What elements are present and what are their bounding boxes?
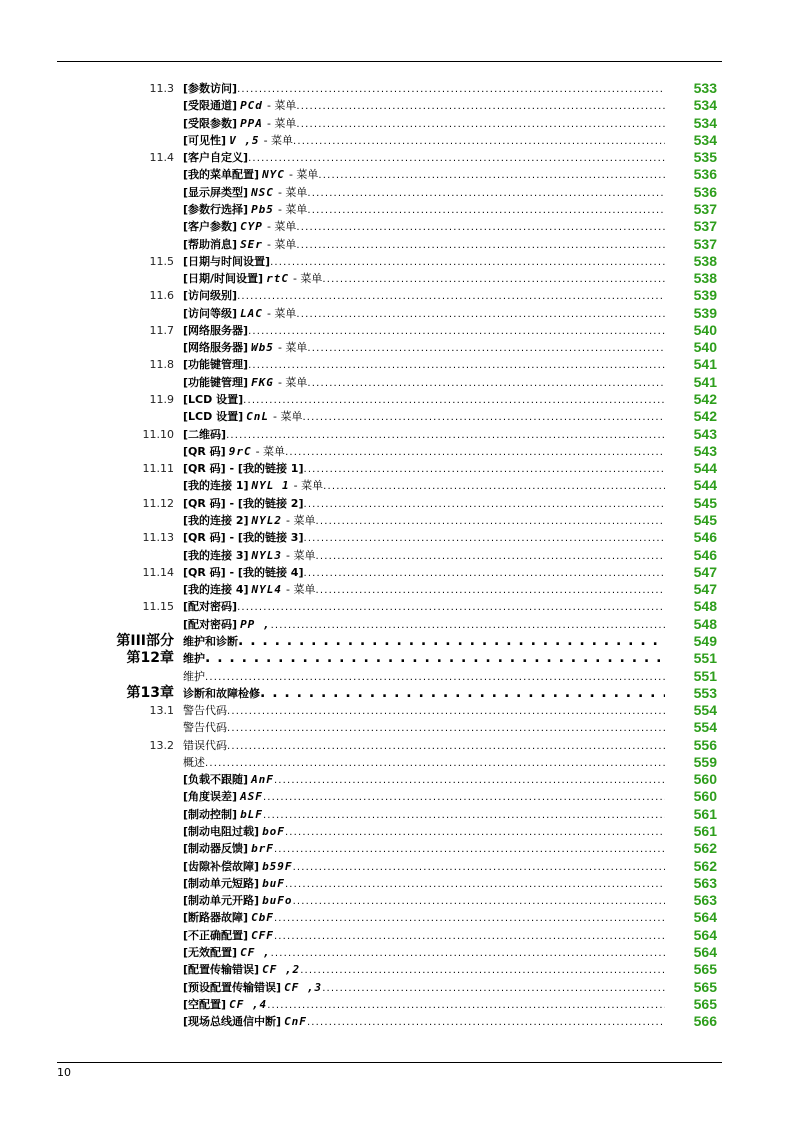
toc-entry-suffix: - 菜单 [266, 99, 297, 113]
toc-entry[interactable] [183, 270, 665, 287]
toc-row[interactable] [0, 840, 793, 857]
toc-page-link[interactable]: 563 [693, 874, 717, 891]
toc-page-link[interactable]: 539 [693, 287, 717, 304]
toc-entry-title: [我的连接 1] [183, 479, 249, 493]
toc-row[interactable] [0, 668, 793, 685]
toc-entry-code: PCd [240, 99, 263, 113]
toc-page-link[interactable]: 562 [693, 857, 717, 874]
toc-page-link[interactable]: 539 [693, 304, 717, 321]
toc-page-link[interactable]: 553 [693, 684, 717, 701]
toc-row[interactable] [0, 875, 793, 892]
toc-entry-title: [QR 码] - [我的链接 4] [183, 565, 304, 579]
toc-entry-code: LAC [240, 306, 263, 320]
toc-entry[interactable] [183, 771, 665, 788]
toc-entry-title: [二维码] [183, 427, 227, 441]
toc-row[interactable] [0, 996, 793, 1013]
toc-row[interactable] [0, 443, 793, 460]
toc-entry-title: [功能键管理] [183, 358, 249, 372]
toc-page-link[interactable]: 551 [693, 667, 717, 684]
toc-row[interactable] [0, 374, 793, 391]
toc-page-link[interactable]: 554 [693, 719, 717, 736]
toc-section-number: 第12章 [126, 650, 174, 667]
toc-section-number: 11.5 [149, 254, 174, 268]
toc-page-link[interactable]: 548 [693, 598, 717, 615]
toc-entry-title: 维护 [183, 652, 205, 666]
toc-section-number: 11.11 [142, 462, 174, 476]
toc-entry-code: AnF [251, 773, 274, 787]
toc-page-link[interactable]: 561 [693, 823, 717, 840]
toc-page-link[interactable]: 545 [693, 494, 717, 511]
toc-row[interactable] [0, 737, 793, 754]
toc-page-link[interactable]: 562 [693, 840, 717, 857]
toc-entry-title: [可见性] [183, 133, 227, 147]
toc-page-link[interactable]: 564 [693, 944, 717, 960]
toc-entry[interactable] [183, 115, 665, 132]
toc-page-link[interactable]: 538 [693, 270, 717, 287]
toc-entry-title: [帮助消息] [183, 237, 238, 251]
toc-entry-code: NYL3 [251, 548, 283, 562]
toc-row[interactable] [0, 115, 793, 132]
toc-entry[interactable] [183, 737, 665, 754]
toc-entry-title: [空配置] [183, 997, 227, 1011]
toc-entry[interactable] [183, 477, 665, 494]
toc-row[interactable] [0, 529, 793, 546]
toc-entry-code: NYC [262, 168, 285, 182]
toc-entry-suffix: - 菜单 [277, 341, 308, 355]
toc-page-link[interactable]: 541 [693, 373, 717, 390]
toc-page-link[interactable]: 534 [693, 114, 717, 131]
toc-entry-code: PP , [240, 617, 271, 631]
toc-page-link[interactable]: 565 [693, 961, 717, 978]
toc-entry[interactable] [183, 391, 665, 408]
toc-entry[interactable] [183, 996, 665, 1013]
toc-row[interactable] [0, 270, 793, 287]
toc-section-number: 11.8 [149, 358, 174, 372]
toc-entry-suffix: - 菜单 [255, 444, 286, 458]
toc-entry-title: [预设配置传输错误] [183, 980, 282, 994]
toc-entry-code: CbF [251, 911, 274, 925]
toc-entry-code: NYL 1 [251, 479, 290, 493]
toc-page-link[interactable]: 546 [693, 529, 717, 546]
toc-page-link[interactable]: 541 [693, 356, 717, 373]
toc-page-link[interactable]: 546 [693, 546, 717, 563]
toc-row[interactable] [0, 426, 793, 443]
toc-entry-code: boF [262, 825, 285, 839]
toc-row[interactable] [0, 166, 793, 183]
toc-page-link[interactable]: 547 [693, 563, 717, 580]
toc-page-link[interactable]: 540 [693, 339, 717, 356]
toc-entry-suffix: - 菜单 [288, 168, 319, 182]
toc-entry-code: bLF [240, 807, 263, 821]
toc-entry-title: [配置传输错误] [183, 963, 260, 977]
toc-entry-code: CnL [246, 410, 269, 424]
toc-entry[interactable] [183, 305, 665, 322]
toc-entry-suffix: - 菜单 [286, 583, 316, 597]
toc-entry-suffix: - 菜单 [292, 272, 323, 286]
toc-entry-title: [断路器故障] [183, 911, 249, 925]
toc-chapter-row[interactable] [0, 650, 793, 667]
toc-page-link[interactable]: 547 [693, 581, 717, 598]
toc-section-number: 第III部分 [116, 632, 174, 649]
toc-entry[interactable] [183, 909, 665, 926]
toc-entry-title: [我的连接 3] [183, 548, 249, 562]
toc-entry-suffix: - 菜单 [266, 220, 297, 234]
toc-page-link[interactable]: 543 [693, 442, 717, 459]
toc-entry-code: CF ,4 [229, 997, 268, 1011]
toc-page-link[interactable]: 544 [693, 477, 717, 494]
toc-row[interactable] [0, 512, 793, 529]
toc-entry-title: 概述 [183, 755, 205, 769]
toc-entry[interactable] [183, 944, 665, 961]
toc-entry[interactable] [183, 132, 665, 149]
toc-entry[interactable] [183, 1013, 665, 1030]
toc-entry[interactable] [183, 564, 665, 581]
toc-section-number: 13.2 [149, 738, 174, 752]
toc-entry-title: [受限通道] [183, 99, 238, 113]
toc-entry-title: [我的连接 4] [183, 583, 249, 597]
toc-entry-title: [日期/时间设置] [183, 272, 264, 286]
toc-entry-suffix: - 菜单 [286, 514, 316, 527]
toc-section-number: 11.9 [149, 393, 174, 407]
toc-page-link[interactable]: 536 [693, 183, 717, 200]
toc-entry[interactable] [183, 287, 665, 304]
toc-page-link[interactable]: 566 [693, 1013, 717, 1030]
toc-row[interactable] [0, 771, 793, 788]
toc-row[interactable] [0, 754, 793, 771]
toc-entry-title: [网络服务器] [183, 341, 249, 355]
toc-entry-title: [我的连接 2] [183, 514, 249, 527]
toc-entry-code: NYL4 [251, 583, 283, 597]
toc-row[interactable] [0, 806, 793, 823]
toc-entry-title: 警告代码 [183, 721, 227, 735]
toc-row[interactable] [0, 236, 793, 253]
toc-page-link[interactable]: 542 [693, 391, 717, 408]
toc-entry[interactable] [183, 702, 665, 719]
toc-page-link[interactable]: 565 [693, 978, 717, 995]
toc-row[interactable] [0, 547, 793, 564]
toc-entry-title: [QR 码] - [我的链接 2] [183, 496, 304, 510]
toc-page-link[interactable]: 542 [693, 408, 717, 425]
toc-row[interactable] [0, 149, 793, 166]
toc-section-number: 11.4 [149, 151, 174, 165]
toc-page-link[interactable]: 544 [693, 460, 717, 477]
toc-page-link[interactable]: 533 [693, 80, 717, 96]
toc-page-link[interactable]: 535 [693, 149, 717, 166]
toc-entry-title: [参数访问] [183, 82, 238, 95]
toc-entry[interactable] [183, 633, 665, 650]
toc-entry[interactable] [183, 201, 665, 218]
toc-entry[interactable] [183, 149, 665, 166]
toc-page-link[interactable]: 538 [693, 252, 717, 269]
toc-entry-code: b59F [262, 859, 293, 873]
toc-row[interactable] [0, 598, 793, 615]
toc-entry[interactable] [183, 719, 665, 736]
toc-entry-title: [齿隙补偿故障] [183, 859, 260, 873]
toc-row[interactable] [0, 356, 793, 373]
toc-entry[interactable] [183, 374, 665, 391]
toc-page-link[interactable]: 548 [693, 615, 717, 632]
toc-row[interactable] [0, 97, 793, 114]
toc-entry[interactable] [183, 840, 665, 857]
toc-entry-title: [LCD 设置] [183, 410, 244, 424]
toc-page-link[interactable]: 534 [693, 131, 717, 148]
toc-entry[interactable] [183, 806, 665, 823]
toc-entry-suffix: - 菜单 [277, 202, 308, 216]
toc-entry-title: 维护和诊断 [183, 634, 238, 648]
toc-row[interactable] [0, 581, 793, 598]
toc-entry-code: FKG [251, 375, 274, 389]
toc-entry[interactable] [183, 616, 665, 633]
toc-entry[interactable] [183, 322, 665, 339]
toc-entry-code: V ,5 [229, 133, 260, 147]
toc-entry-code: ASF [240, 790, 263, 804]
toc-entry-title: [制动器反馈] [183, 842, 249, 856]
toc-entry[interactable] [183, 598, 665, 615]
toc-entry-suffix: - 菜单 [266, 306, 297, 320]
toc-row[interactable] [0, 1013, 793, 1030]
toc-entry[interactable] [183, 858, 665, 875]
toc-entry-title: 错误代码 [183, 738, 227, 752]
toc-entry-suffix: - 菜单 [286, 548, 316, 562]
toc-entry-title: [QR 码] - [我的链接 1] [183, 462, 304, 476]
toc-chapter-row[interactable] [0, 633, 793, 650]
toc-row[interactable] [0, 408, 793, 425]
toc-row[interactable] [0, 391, 793, 408]
toc-entry-code: buF [262, 876, 285, 890]
toc-entry-title: [显示屏类型] [183, 185, 249, 199]
toc-page-link[interactable]: 537 [693, 235, 717, 252]
footer-page-number: 10 [57, 1066, 71, 1079]
toc-page-link[interactable]: 545 [693, 512, 717, 528]
toc-entry[interactable] [183, 961, 665, 978]
toc-entry-title: [制动单元短路] [183, 876, 260, 890]
toc-entry[interactable] [183, 426, 665, 443]
toc-entry[interactable] [183, 547, 665, 564]
toc-entry-code: NYL2 [251, 514, 283, 527]
toc-page-link[interactable]: 559 [693, 753, 717, 770]
toc-section-number: 11.12 [142, 496, 174, 510]
toc-section-number: 第13章 [126, 684, 174, 701]
toc-page-link[interactable]: 534 [693, 97, 717, 114]
toc-entry-title: [配对密码] [183, 617, 238, 631]
toc-entry-title: [负载不跟随] [183, 773, 249, 787]
toc-entry-code: buFo [262, 894, 293, 908]
toc-entry-title: [角度误差] [183, 790, 238, 804]
toc-row[interactable] [0, 460, 793, 477]
toc-row[interactable] [0, 909, 793, 926]
toc-entry-title: 诊断和故障检修 [183, 686, 260, 700]
toc-entry[interactable] [183, 581, 665, 598]
toc-row[interactable] [0, 823, 793, 840]
toc-entry[interactable] [183, 892, 665, 909]
toc-section-number: 11.13 [142, 531, 174, 545]
toc-row[interactable] [0, 477, 793, 494]
toc-entry-title: [客户参数] [183, 220, 238, 234]
toc-entry-code: CnF [284, 1015, 307, 1029]
toc-entry-suffix: - 菜单 [277, 375, 308, 389]
toc-entry-suffix: - 菜单 [277, 185, 308, 199]
toc-entry[interactable] [183, 788, 665, 805]
toc-entry[interactable] [183, 685, 665, 702]
toc-section-number: 11.15 [142, 600, 174, 614]
toc-entry-title: [受限参数] [183, 116, 238, 130]
toc-entry[interactable] [183, 823, 665, 840]
toc-entry[interactable] [183, 529, 665, 546]
toc-entry[interactable] [183, 927, 665, 944]
toc-page-link[interactable]: 537 [693, 200, 717, 217]
toc-row[interactable] [0, 961, 793, 978]
toc-entry[interactable] [183, 443, 665, 460]
toc-entry[interactable] [183, 80, 665, 97]
toc-entry-suffix: - 菜单 [272, 410, 303, 424]
toc-row[interactable] [0, 287, 793, 304]
toc-page-link[interactable]: 543 [693, 425, 717, 442]
toc-entry-title: 警告代码 [183, 704, 227, 718]
toc-page-link[interactable]: 554 [693, 702, 717, 719]
toc-entry[interactable] [183, 166, 665, 183]
toc-row[interactable] [0, 184, 793, 201]
toc-entry-suffix: - 菜单 [266, 237, 297, 251]
toc-row[interactable] [0, 927, 793, 944]
toc-entry-code: SEr [240, 237, 263, 251]
toc-page-link[interactable]: 540 [693, 321, 717, 338]
toc-entry-title: [访问级别] [183, 289, 238, 303]
toc-row[interactable] [0, 339, 793, 356]
toc-entry-suffix: - 菜单 [293, 479, 324, 493]
toc-entry-suffix: - 菜单 [263, 133, 294, 147]
toc-entry[interactable] [183, 650, 665, 667]
toc-row[interactable] [0, 616, 793, 633]
toc-entry-title: [我的菜单配置] [183, 168, 260, 182]
toc-row[interactable] [0, 564, 793, 581]
toc-section-number: 11.3 [149, 82, 174, 95]
toc-entry-code: CYP [240, 220, 263, 234]
toc-section-number: 13.1 [149, 704, 174, 718]
toc-page-link[interactable]: 564 [693, 926, 717, 943]
toc-entry[interactable] [183, 236, 665, 253]
toc-entry-code: rtC [266, 272, 289, 286]
toc-entry-code: 9rC [228, 444, 252, 458]
toc-entry-code: CF ,3 [284, 980, 323, 994]
toc-entry-code: CFF [251, 928, 274, 942]
toc-entry[interactable] [183, 356, 665, 373]
toc-page-link[interactable]: 537 [693, 218, 717, 235]
toc-entry[interactable] [183, 495, 665, 512]
toc-page-link[interactable]: 563 [693, 892, 717, 909]
toc-entry-code: NSC [251, 185, 274, 199]
toc-page-link[interactable]: 549 [693, 632, 717, 649]
toc-page-link[interactable]: 551 [693, 650, 717, 667]
toc-entry[interactable] [183, 97, 665, 114]
toc-entry-title: [功能键管理] [183, 375, 249, 389]
toc-row[interactable] [0, 218, 793, 235]
toc-page-link[interactable]: 565 [693, 995, 717, 1012]
toc-entry[interactable] [183, 754, 665, 771]
toc-entry-title: [客户自定义] [183, 151, 249, 165]
toc-section-number: 11.7 [149, 323, 174, 337]
toc-entry[interactable] [183, 339, 665, 356]
toc-entry[interactable] [183, 253, 665, 270]
toc-page-link[interactable]: 556 [693, 736, 717, 753]
toc-entry-title: [制动电阻过载] [183, 825, 260, 839]
toc-entry-title: [不正确配置] [183, 928, 249, 942]
toc-row[interactable] [0, 719, 793, 736]
toc-entry-title: [访问等级] [183, 306, 238, 320]
toc-row[interactable] [0, 305, 793, 322]
toc-entry-title: [QR 码] [183, 444, 226, 458]
toc-entry-title: [制动控制] [183, 807, 238, 821]
toc-entry[interactable] [183, 979, 665, 996]
toc-entry-code: CF , [240, 946, 271, 959]
toc-entry[interactable] [183, 875, 665, 892]
toc-page-link[interactable]: 560 [693, 788, 717, 805]
toc-entry[interactable] [183, 408, 665, 425]
toc-row[interactable] [0, 253, 793, 270]
toc-entry-code: brF [251, 842, 274, 856]
toc-entry-code: Wb5 [251, 341, 274, 355]
toc-entry-title: [无效配置] [183, 946, 238, 959]
toc-section-number: 11.10 [142, 427, 174, 441]
toc-entry-code: Pb5 [251, 202, 274, 216]
toc-entry-title: [QR 码] - [我的链接 3] [183, 531, 304, 545]
toc-row[interactable] [0, 495, 793, 512]
toc-page-link[interactable]: 564 [693, 909, 717, 926]
toc-row[interactable] [0, 944, 793, 961]
toc-row[interactable] [0, 201, 793, 218]
toc-row[interactable] [0, 132, 793, 149]
toc-entry[interactable] [183, 512, 665, 529]
toc-entry-title: [现场总线通信中断] [183, 1015, 282, 1029]
toc-entry-title: [日期与时间设置] [183, 254, 271, 268]
toc-row[interactable] [0, 979, 793, 996]
toc-page-link[interactable]: 536 [693, 166, 717, 183]
toc-entry-title: [LCD 设置] [183, 393, 244, 407]
toc-row[interactable] [0, 892, 793, 909]
toc-row[interactable] [0, 858, 793, 875]
toc-entry-title: 维护 [183, 669, 205, 683]
toc-entry[interactable] [183, 668, 665, 685]
toc-entry[interactable] [183, 184, 665, 201]
toc-entry-code: PPA [240, 116, 263, 130]
toc-row[interactable] [0, 322, 793, 339]
toc-chapter-row[interactable] [0, 685, 793, 702]
toc-entry-title: [配对密码] [183, 600, 238, 614]
toc-page-link[interactable]: 560 [693, 771, 717, 788]
toc-entry-title: [制动单元开路] [183, 894, 260, 908]
toc-row[interactable] [0, 788, 793, 805]
toc-entry[interactable] [183, 460, 665, 477]
header-rule [57, 61, 722, 62]
toc-entry-suffix: - 菜单 [266, 116, 297, 130]
toc-entry[interactable] [183, 218, 665, 235]
toc-entry-title: [参数行选择] [183, 202, 249, 216]
toc-entry-title: [网络服务器] [183, 323, 249, 337]
toc-section-number: 11.6 [149, 289, 174, 303]
toc-row[interactable] [0, 702, 793, 719]
toc-page-link[interactable]: 561 [693, 805, 717, 822]
toc-section-number: 11.14 [142, 565, 174, 579]
toc-row[interactable] [0, 80, 793, 97]
toc-entry-code: CF ,2 [262, 963, 301, 977]
footer-rule [57, 1062, 722, 1063]
